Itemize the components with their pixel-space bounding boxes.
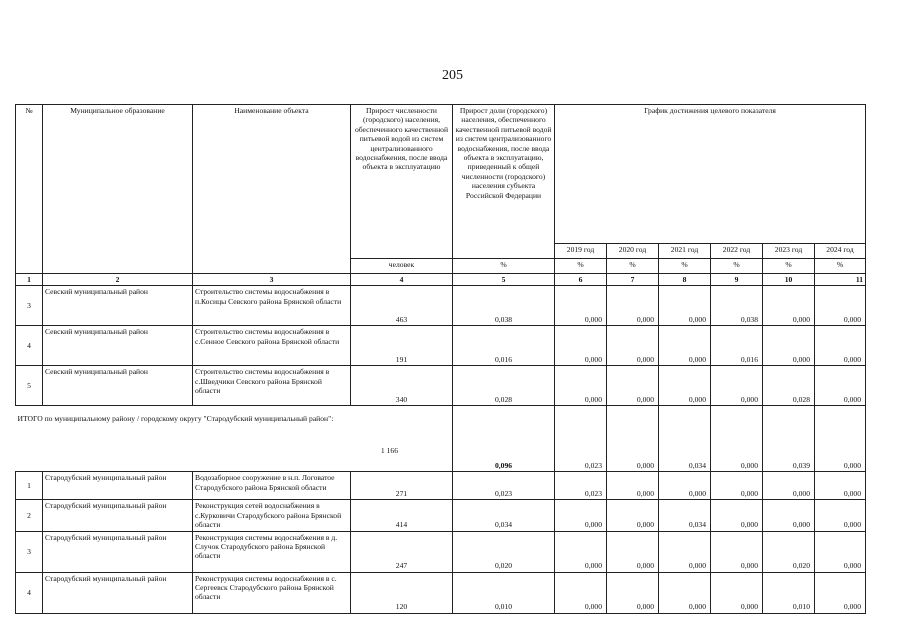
total-row <box>16 406 866 472</box>
total-population: 1 166 <box>380 445 398 455</box>
row-y2020: 0,000 <box>607 500 659 531</box>
row-object: Реконструкция системы водоснабжения в с. Сергеевск Стародубского района Брянской области <box>193 572 351 613</box>
row-y2022: 0,000 <box>711 472 763 500</box>
page-number: 205 <box>442 68 463 83</box>
column-number-row <box>16 274 866 286</box>
row-y2020: 0,000 <box>607 472 659 500</box>
row-y2023: 0,020 <box>763 531 815 572</box>
row-no: 3 <box>16 531 43 572</box>
unit-cell: человек <box>351 259 453 274</box>
row-y2023: 0,000 <box>763 500 815 531</box>
row-share: 0,016 <box>453 326 555 366</box>
table-row <box>16 286 866 326</box>
row-municipality: Севский муниципальный район <box>43 286 193 326</box>
row-share: 0,010 <box>453 572 555 613</box>
unit-cell: % <box>555 259 607 274</box>
total-label <box>16 406 453 472</box>
column-number: 1 <box>16 274 43 286</box>
row-municipality: Стародубский муниципальный район <box>43 572 193 613</box>
column-number: 10 <box>763 274 815 286</box>
row-share: 0,034 <box>453 500 555 531</box>
row-y2021: 0,000 <box>659 366 711 406</box>
row-object: Строительство системы водоснабжения в с.Шведчики Севского района Брянской области <box>193 366 351 406</box>
row-y2024: 0,000 <box>815 366 866 406</box>
row-no: 4 <box>16 572 43 613</box>
row-population: 120 <box>351 572 453 613</box>
row-y2023: 0,000 <box>763 286 815 326</box>
row-population: 340 <box>351 366 453 406</box>
unit-cell: % <box>763 259 815 274</box>
row-y2022: 0,038 <box>711 286 763 326</box>
table-row <box>16 326 866 366</box>
row-y2021: 0,000 <box>659 326 711 366</box>
header-row <box>16 105 866 244</box>
row-y2022: 0,000 <box>711 572 763 613</box>
row-y2020: 0,000 <box>607 326 659 366</box>
row-municipality: Стародубский муниципальный район <box>43 531 193 572</box>
total-y2022: 0,000 <box>711 406 763 472</box>
unit-cell: % <box>815 259 866 274</box>
row-y2019: 0,023 <box>555 472 607 500</box>
column-number: 9 <box>711 274 763 286</box>
row-no: 2 <box>16 500 43 531</box>
row-y2021: 0,000 <box>659 531 711 572</box>
header-schedule: График достижения целевого показателя <box>555 105 866 244</box>
row-population: 271 <box>351 472 453 500</box>
total-y2021: 0,034 <box>659 406 711 472</box>
row-y2024: 0,000 <box>815 500 866 531</box>
row-object: Водозаборное сооружение в н.п. Логоватое Стародубского района Брянской области <box>193 472 351 500</box>
row-y2024: 0,000 <box>815 472 866 500</box>
row-no: 5 <box>16 366 43 406</box>
row-y2024: 0,000 <box>815 531 866 572</box>
column-number: 11 <box>815 274 866 286</box>
row-no: 4 <box>16 326 43 366</box>
row-y2022: 0,016 <box>711 326 763 366</box>
total-y2024: 0,000 <box>815 406 866 472</box>
row-y2019: 0,000 <box>555 500 607 531</box>
table-row <box>16 500 866 531</box>
column-number: 2 <box>43 274 193 286</box>
row-y2019: 0,000 <box>555 366 607 406</box>
total-y2020: 0,000 <box>607 406 659 472</box>
row-share: 0,020 <box>453 531 555 572</box>
row-y2023: 0,028 <box>763 366 815 406</box>
row-y2020: 0,000 <box>607 286 659 326</box>
row-object: Реконструкция системы водоснабжения в д. Случок Стародубского района Брянской области <box>193 531 351 572</box>
row-population: 463 <box>351 286 453 326</box>
column-number: 5 <box>453 274 555 286</box>
header-year: 2019 год <box>555 244 607 259</box>
row-y2022: 0,000 <box>711 500 763 531</box>
row-share: 0,038 <box>453 286 555 326</box>
unit-cell: % <box>659 259 711 274</box>
column-number: 3 <box>193 274 351 286</box>
row-no: 1 <box>16 472 43 500</box>
unit-cell: % <box>607 259 659 274</box>
row-y2022: 0,000 <box>711 531 763 572</box>
table-row <box>16 572 866 613</box>
column-number: 7 <box>607 274 659 286</box>
total-share: 0,096 <box>453 406 555 472</box>
row-municipality: Стародубский муниципальный район <box>43 500 193 531</box>
row-y2020: 0,000 <box>607 366 659 406</box>
row-y2024: 0,000 <box>815 286 866 326</box>
header-municipality: Муниципальное образование <box>43 105 193 274</box>
row-population: 191 <box>351 326 453 366</box>
row-object: Реконструкция сетей водоснабжения в с.Курковичи Стародубского района Брянской области <box>193 500 351 531</box>
row-y2022: 0,000 <box>711 366 763 406</box>
table-row <box>16 531 866 572</box>
row-y2023: 0,000 <box>763 326 815 366</box>
unit-cell: % <box>711 259 763 274</box>
total-y2019: 0,023 <box>555 406 607 472</box>
row-share: 0,028 <box>453 366 555 406</box>
row-y2019: 0,000 <box>555 572 607 613</box>
header-no: № <box>16 105 43 274</box>
row-y2024: 0,000 <box>815 326 866 366</box>
header-year: 2024 год <box>815 244 866 259</box>
target-indicator-table <box>15 104 866 614</box>
row-population: 414 <box>351 500 453 531</box>
unit-cell: % <box>453 259 555 274</box>
row-share: 0,023 <box>453 472 555 500</box>
row-y2019: 0,000 <box>555 531 607 572</box>
row-no: 3 <box>16 286 43 326</box>
column-number: 4 <box>351 274 453 286</box>
row-y2020: 0,000 <box>607 572 659 613</box>
total-label-text: ИТОГО по муниципальному району / городскому округу "Стародубский муниципальный район": <box>17 414 334 424</box>
row-municipality: Стародубский муниципальный район <box>43 472 193 500</box>
row-y2021: 0,000 <box>659 572 711 613</box>
row-y2021: 0,000 <box>659 472 711 500</box>
row-y2019: 0,000 <box>555 326 607 366</box>
row-y2021: 0,000 <box>659 286 711 326</box>
table-row <box>16 472 866 500</box>
row-y2024: 0,000 <box>815 572 866 613</box>
column-number: 8 <box>659 274 711 286</box>
row-municipality: Севский муниципальный район <box>43 366 193 406</box>
total-y2023: 0,039 <box>763 406 815 472</box>
header-year: 2021 год <box>659 244 711 259</box>
row-y2021: 0,034 <box>659 500 711 531</box>
row-y2023: 0,010 <box>763 572 815 613</box>
header-year: 2023 год <box>763 244 815 259</box>
column-number: 6 <box>555 274 607 286</box>
row-municipality: Севский муниципальный район <box>43 326 193 366</box>
row-y2023: 0,000 <box>763 472 815 500</box>
row-y2020: 0,000 <box>607 531 659 572</box>
row-object: Строительство системы водоснабжения в с.Сенное Севского района Брянской области <box>193 326 351 366</box>
row-y2019: 0,000 <box>555 286 607 326</box>
header-year: 2020 год <box>607 244 659 259</box>
header-object: Наименование объекта <box>193 105 351 274</box>
row-object: Строительство системы водоснабжения в п.Косицы Севского района Брянской области <box>193 286 351 326</box>
header-growth-population: Прирост численности (городского) населения, обеспеченного качественной питьевой водой из систем централизованного водоснабжения, после ввода объекта в эксплуатацию <box>351 105 453 259</box>
header-growth-share: Прирост доли (городского) населения, обеспеченного качественной питьевой водой из систем централизованного водоснабжения, после ввода объекта в эксплуатацию, приведенный к общей численности (городского) населения субъекта Российской Федерации <box>453 105 555 259</box>
header-year: 2022 год <box>711 244 763 259</box>
table-row <box>16 366 866 406</box>
row-population: 247 <box>351 531 453 572</box>
